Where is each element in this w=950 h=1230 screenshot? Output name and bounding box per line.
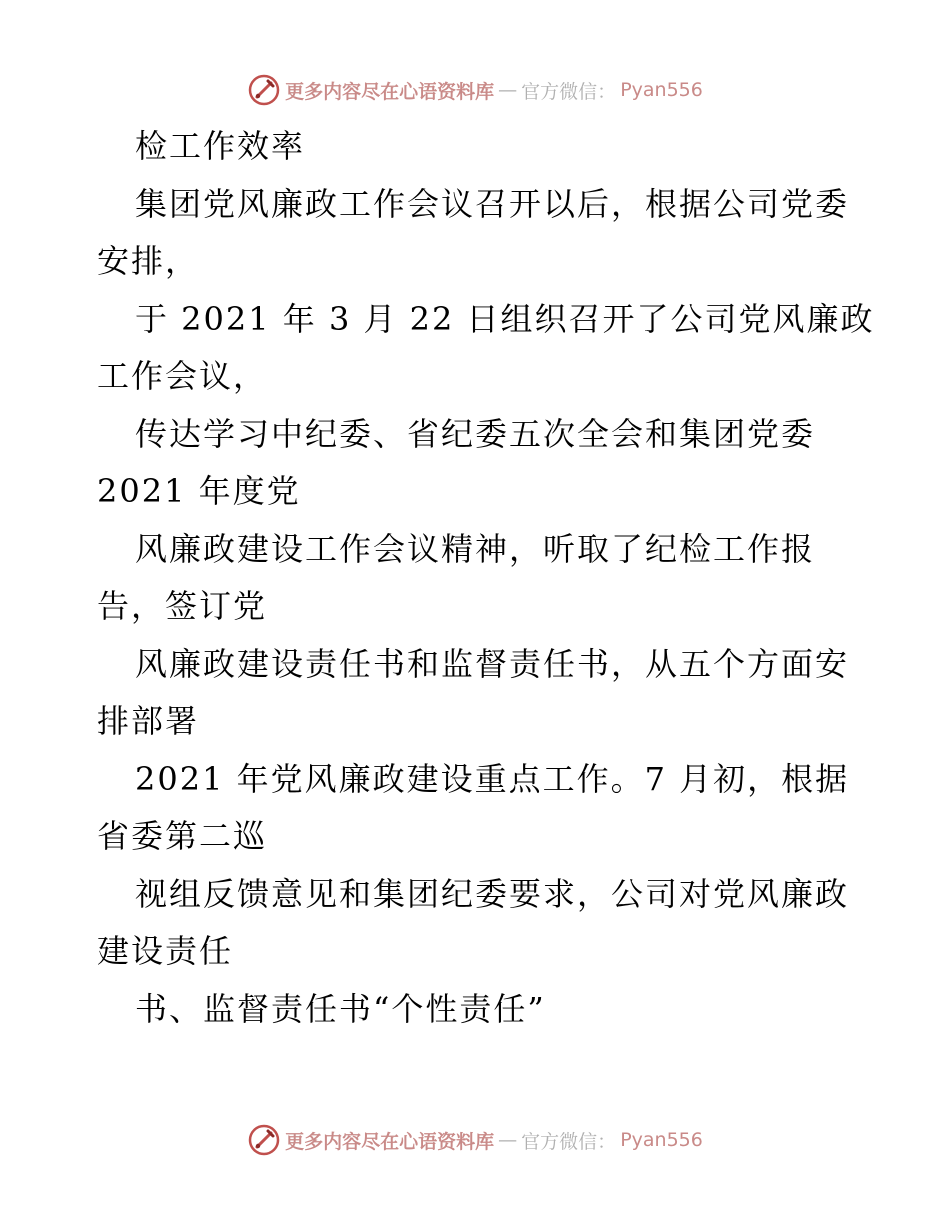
watermark-main-text: 更多内容尽在心语资料库 bbox=[285, 80, 495, 103]
body-line: 省委第二巡 bbox=[97, 817, 268, 855]
body-line: 传达学习中纪委、省纪委五次全会和集团党委 bbox=[135, 414, 816, 453]
body-line: 安排， bbox=[97, 242, 200, 280]
body-line: 工作会议， bbox=[97, 357, 268, 395]
watermark-id-text: Pyan556 bbox=[620, 79, 703, 101]
body-line: 检工作效率 bbox=[135, 127, 306, 165]
body-line: 排部署 bbox=[97, 702, 200, 740]
footer-watermark bbox=[0, 1122, 950, 1158]
watermark-dash: — bbox=[498, 79, 518, 101]
body-line: 风廉政建设工作会议精神，听取了纪检工作报 bbox=[135, 529, 816, 568]
document-body bbox=[97, 118, 875, 1038]
body-line: 风廉政建设责任书和监督责任书，从五个方面安 bbox=[135, 644, 850, 683]
pen-logo-icon bbox=[247, 73, 281, 107]
body-line: 书、监督责任书“个性责任” bbox=[135, 989, 546, 1028]
body-line: 于 2021 年 3 月 22 日组织召开了公司党风廉政 bbox=[135, 299, 875, 338]
body-line: 建设责任 bbox=[97, 932, 234, 970]
watermark-sub-text: 官方微信： bbox=[521, 80, 617, 103]
body-line: 集团党风廉政工作会议召开以后，根据公司党委 bbox=[135, 184, 850, 223]
body-line: 视组反馈意见和集团纪委要求，公司对党风廉政 bbox=[135, 874, 850, 913]
pen-logo-icon bbox=[247, 1123, 281, 1157]
watermark-main-text: 更多内容尽在心语资料库 bbox=[285, 1130, 495, 1153]
header-watermark bbox=[0, 72, 950, 108]
watermark-sub-text: 官方微信： bbox=[521, 1130, 617, 1153]
body-line: 2021 年党风廉政建设重点工作。7 月初，根据 bbox=[135, 759, 850, 798]
watermark-dash: — bbox=[498, 1129, 518, 1151]
body-line: 2021 年度党 bbox=[97, 472, 301, 510]
body-line: 告，签订党 bbox=[97, 587, 268, 625]
watermark-id-text: Pyan556 bbox=[620, 1129, 703, 1151]
